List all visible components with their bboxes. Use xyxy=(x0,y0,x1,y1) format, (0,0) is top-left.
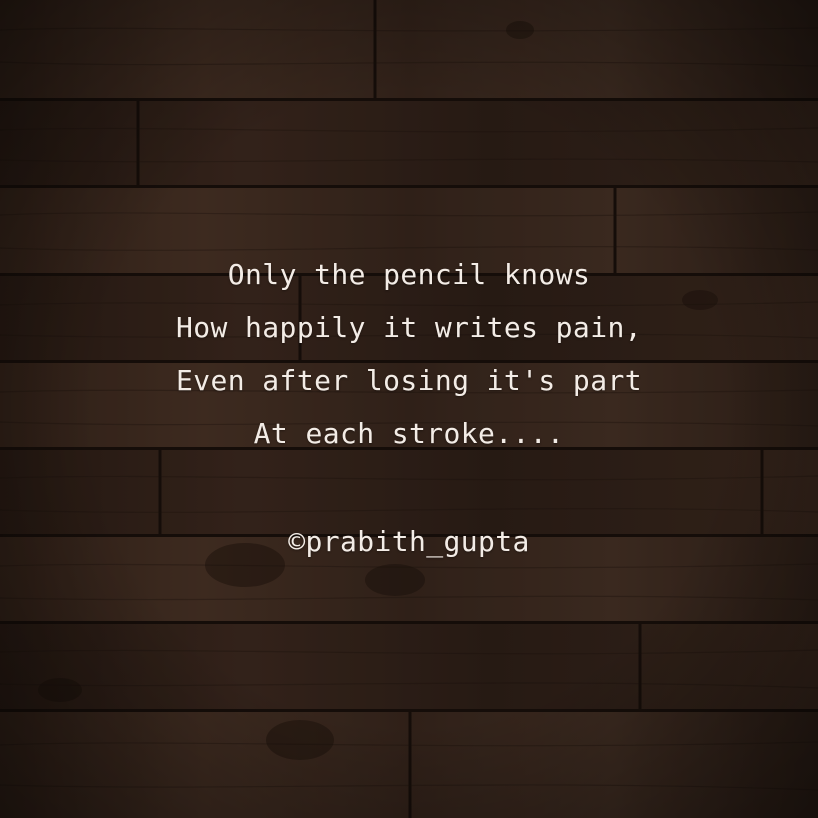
poem-line-3: Even after losing it's part xyxy=(176,364,642,397)
poem-line-4: At each stroke.... xyxy=(253,417,565,450)
author-signature: ©prabith_gupta xyxy=(288,525,530,558)
poem-line-1: Only the pencil knows xyxy=(227,258,591,291)
poem-text xyxy=(0,248,818,460)
poem-line-2: How happily it writes pain, xyxy=(176,311,642,344)
